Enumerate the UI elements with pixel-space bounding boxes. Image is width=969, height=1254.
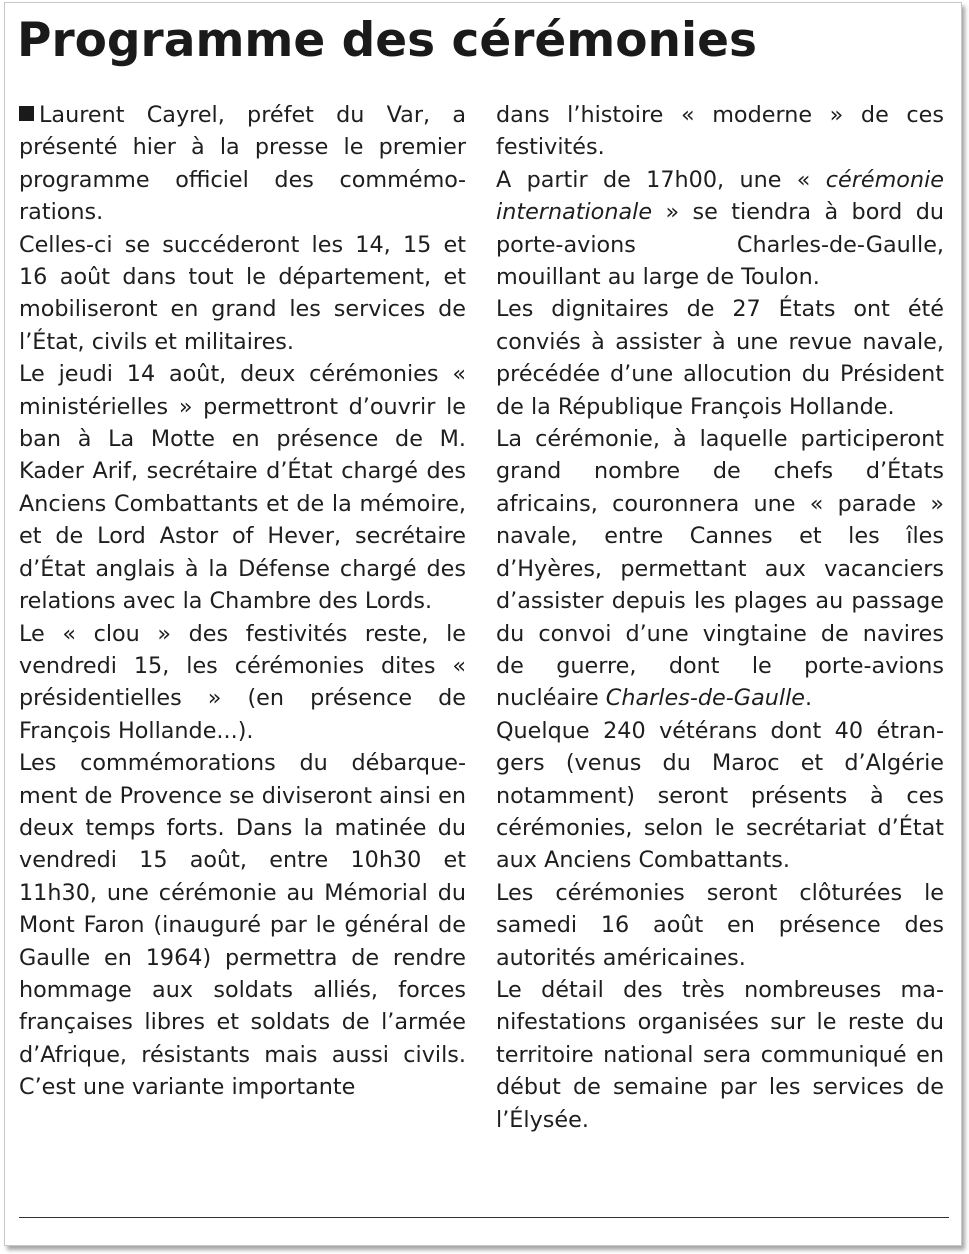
bottom-divider [19,1217,949,1218]
paragraph-dates: Celles-ci se succéderont les 14, 15 et 16 août dans tout le département, et mobiliseront en grand les services de l’État, civils et militaires. [19,231,466,355]
newspaper-clipping [4,2,962,1246]
paragraph-commemorations: Les commémorations du débarquement de Provence se diviseront ainsi en deux temps forts. Dans la matinée du vendredi 15 août, entre 10h30 et 11h30, une cérémonie au Mémorial du Mont Faron (inauguré par le général de Gaulle en 1964) permettra de rendre hommage aux soldats alliés, forces françaises libres et soldats de l’armée d’Afrique, résistants mais aussi civils. C’est une variante importante [19,750,466,1101]
article-headline: Programme des cérémonies [17,13,757,68]
ship-name-italic: Charles-de-Gaulle [605,685,805,712]
paragraph-veterans: Quelque 240 vétérans dont 40 étrangers (venus du Maroc et d’Algérie notamment) seront présents à ces cérémonies, selon le secrétariat d’État aux Anciens Combattants. [496,717,944,874]
paragraph-dignitaries: Les dignitaires de 27 États ont été conviés à assister à une revue navale, précédée d’une allocution du Président de la République François Hollande. [496,296,944,420]
paragraph-naval-parade: La cérémonie, à laquelle participeront grand nombre de chefs d’États africains, couronnera une « parade » navale, entre Cannes et les îles d’Hyères, permettant aux vacanciers d’assister depuis les plages au passage du convoi d’une vingtaine de navires de guerre, dont le porte-avions nucléaire Charles-de-Gaulle. [496,426,944,712]
bullet-square-icon [19,106,34,121]
paragraph-friday: Le « clou » des festivités reste, le vendredi 15, les cérémonies dites « présidentielles » (en présence de François Hollande...). [19,620,466,744]
paragraph-closing: Les cérémonies seront clôturées le samedi 16 août en présence des autorités américaines. [496,879,944,971]
paragraph-continuation: dans l’histoire « moderne » de ces festivités. [496,102,944,161]
paragraph-intro [19,99,466,229]
paragraph-intro-text: Laurent Cayrel, préfet du Var, a présenté hier à la presse le premier programme officiel des commémorations. [19,102,466,226]
ceremony-name-italic: cérémonie internationale [496,166,944,226]
paragraph-details: Le détail des très nombreuses manifestations organisées sur le reste du territoire national sera communiqué en début de semaine par les services de l’Élysée. [496,976,944,1133]
paragraph-international-ceremony: A partir de 17h00, une « cérémonie internationale » se tiendra à bord du porte-avions Charles-de-Gaulle, mouillant au large de Toulon. [496,166,944,291]
right-column [496,99,944,1136]
left-column [19,99,466,1104]
paragraph-thursday: Le jeudi 14 août, deux cérémonies « ministérielles » permettront d’ouvrir le ban à La Motte en présence de M. Kader Arif, secrétaire d’État chargé des Anciens Combattants et de la mémoire, et de Lord Astor of Hever, secrétaire d’État anglais à la Défense chargé des relations avec la Chambre des Lords. [19,361,466,615]
